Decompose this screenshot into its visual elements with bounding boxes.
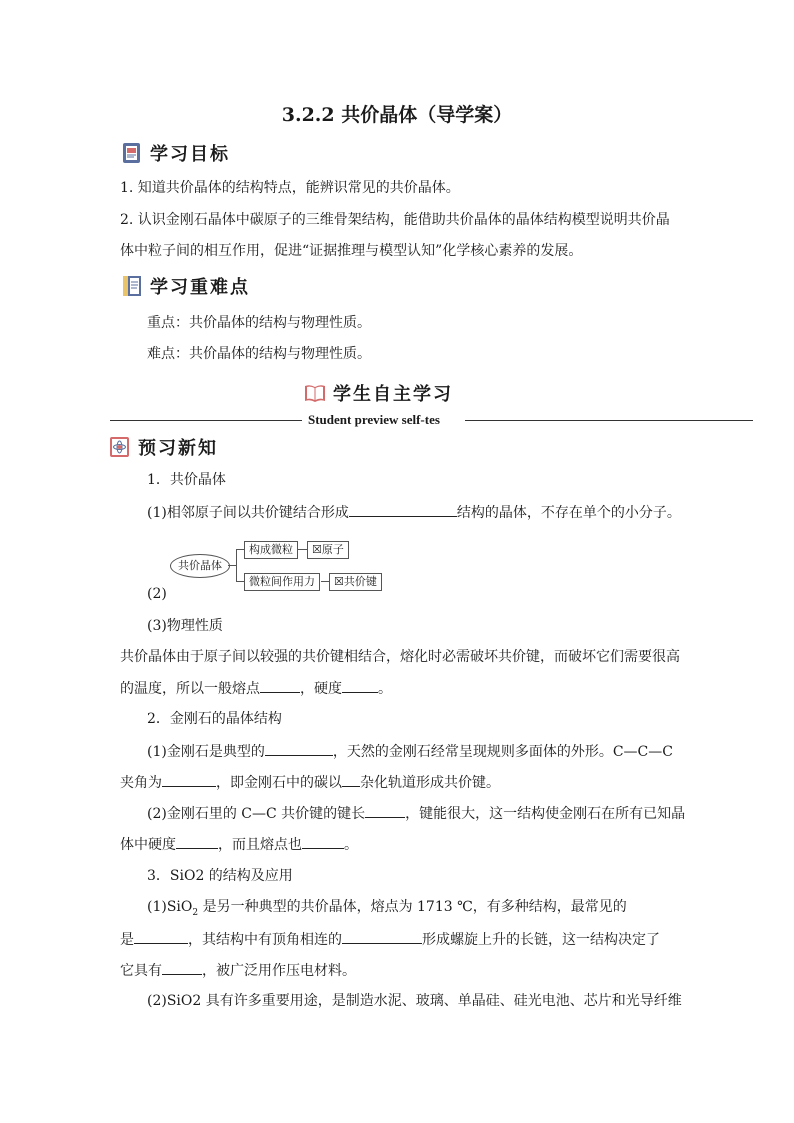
objective-item-2: 2. 认识金刚石晶体中碳原子的三维骨架结构，能借助共价晶体的晶体结构模型说明共价晶 xyxy=(120,212,670,228)
paragraph-7-a: 夹角为 xyxy=(120,775,162,791)
paragraph-11-a: 是 xyxy=(120,932,134,948)
blank-crystal-type xyxy=(265,741,333,756)
paragraph-10-subscript: 2 xyxy=(192,907,199,918)
key-point: 重点：共价晶体的结构与物理性质。 xyxy=(147,315,371,331)
diagram-branch-top xyxy=(236,549,244,550)
paragraph-8-b: ，键能很大，这一结构使金刚石在所有已知晶 xyxy=(405,806,686,822)
difficult-point: 难点：共价晶体的结构与物理性质。 xyxy=(147,346,371,362)
paragraph-6-a: (1)金刚石是典型的 xyxy=(147,744,265,760)
paragraph-13: (2)SiO2 具有许多重要用途，是制造水泥、玻璃、单晶硅、硅光电池、芯片和光导纤维 xyxy=(147,993,682,1009)
diagram-center: 共价晶体 xyxy=(170,554,230,578)
section-difficulties-header xyxy=(120,273,250,299)
paragraph-10-b: 是另一种典型的共价晶体，熔点为 1713 ℃，有多种结构，最常见的 xyxy=(198,899,627,915)
blank-hybridization xyxy=(342,772,360,787)
paragraph-9-b: ，而且熔点也 xyxy=(218,837,302,853)
banner-subtitle: Student preview self-tes xyxy=(308,412,440,427)
page-title: 3.2.2 共价晶体（导学案） xyxy=(281,104,513,126)
paragraph-9 xyxy=(120,834,358,855)
objective-item-1: 1. 知道共价晶体的结构特点，能辨识常见的共价晶体。 xyxy=(120,180,460,196)
banner-rule-left xyxy=(110,420,302,421)
paragraph-12-b: ，被广泛用作压电材料。 xyxy=(202,963,356,979)
paragraph-5 xyxy=(120,678,392,699)
paragraph-6-b: ，天然的金刚石经常呈现规则多面体的外形。C—C—C xyxy=(332,744,673,760)
paragraph-8-a: (2)金刚石里的 C—C 共价键的键长 xyxy=(147,806,366,822)
diagram-connector xyxy=(228,565,236,566)
paragraph-5-c: 。 xyxy=(378,681,392,697)
diagram-top-value: ☒原子 xyxy=(307,541,349,559)
blank-melting-point xyxy=(260,678,300,693)
diagram-branch-bottom xyxy=(236,581,244,582)
paragraph-10-a: (1)SiO xyxy=(147,899,193,915)
paragraph-7 xyxy=(120,772,500,793)
paragraph-3: (3)物理性质 xyxy=(147,618,223,634)
section-preview-label: 预习新知 xyxy=(138,438,218,459)
banner-header xyxy=(303,380,453,406)
banner-rule-right xyxy=(465,420,753,421)
paragraph-11-b: ，其结构中有顶角相连的 xyxy=(188,932,342,948)
section-objectives-header xyxy=(120,140,230,166)
paragraph-11-c: 形成螺旋上升的长链，这一结构决定了 xyxy=(422,932,660,948)
paragraph-2: (2) xyxy=(147,586,167,602)
heading-diamond: 2．金刚石的晶体结构 xyxy=(147,711,282,727)
paragraph-9-a: 体中硬度 xyxy=(120,837,176,853)
paragraph-5-b: ，硬度 xyxy=(300,681,342,697)
heading-sio2: 3．SiO2 的结构及应用 xyxy=(147,868,293,884)
paragraph-1-b: 结构的晶体，不存在单个的小分子。 xyxy=(456,505,681,521)
paragraph-7-c: 杂化轨道形成共价键。 xyxy=(360,775,500,791)
blank-structure xyxy=(349,502,457,517)
concept-diagram xyxy=(170,538,390,594)
paragraph-5-a: 的温度，所以一般熔点 xyxy=(120,681,260,697)
objective-item-2-cont: 体中粒子间的相互作用，促进“证据推理与模型认知”化学核心素养的发展。 xyxy=(120,243,583,259)
paragraph-12 xyxy=(120,960,356,981)
paragraph-1 xyxy=(147,502,681,523)
blank-property xyxy=(162,960,202,975)
paragraph-1-a: (1)相邻原子间以共价键结合形成 xyxy=(147,505,349,521)
blank-angle xyxy=(162,772,216,787)
paragraph-11 xyxy=(120,929,660,950)
paragraph-8 xyxy=(147,803,685,824)
section-difficulties-label: 学习重难点 xyxy=(150,277,250,298)
diagram-top-label: 构成微粒 xyxy=(244,541,298,559)
blank-common-structure xyxy=(134,929,188,944)
blank-diamond-melting xyxy=(302,834,344,849)
paragraph-9-c: 。 xyxy=(344,837,358,853)
paragraph-7-b: ，即金刚石中的碳以 xyxy=(216,775,342,791)
paragraph-6 xyxy=(147,741,673,762)
section-preview-header xyxy=(108,434,218,460)
diagram-bottom-label: 微粒间作用力 xyxy=(244,573,320,591)
book-stack-icon xyxy=(120,274,144,298)
section-objectives-label: 学习目标 xyxy=(150,144,230,165)
open-book-icon xyxy=(303,381,327,405)
diagram-top-arrow xyxy=(297,549,307,550)
diagram-bottom-value: ☒共价键 xyxy=(329,573,382,591)
paragraph-10 xyxy=(147,897,627,923)
paragraph-12-a: 它具有 xyxy=(120,963,162,979)
blank-diamond-hardness xyxy=(176,834,218,849)
diagram-bracket xyxy=(236,549,237,582)
blank-hardness xyxy=(342,678,378,693)
notebook-icon xyxy=(120,141,144,165)
banner-label: 学生自主学习 xyxy=(333,384,453,405)
blank-tetrahedron xyxy=(342,929,422,944)
atom-book-icon xyxy=(108,435,132,459)
heading-covalent-crystal: 1．共价晶体 xyxy=(147,472,226,488)
paragraph-4: 共价晶体由于原子间以较强的共价键相结合，熔化时必需破坏共价键，而破坏它们需要很高 xyxy=(120,649,680,665)
diagram-bottom-arrow xyxy=(321,581,329,582)
blank-bond-length xyxy=(365,803,405,818)
